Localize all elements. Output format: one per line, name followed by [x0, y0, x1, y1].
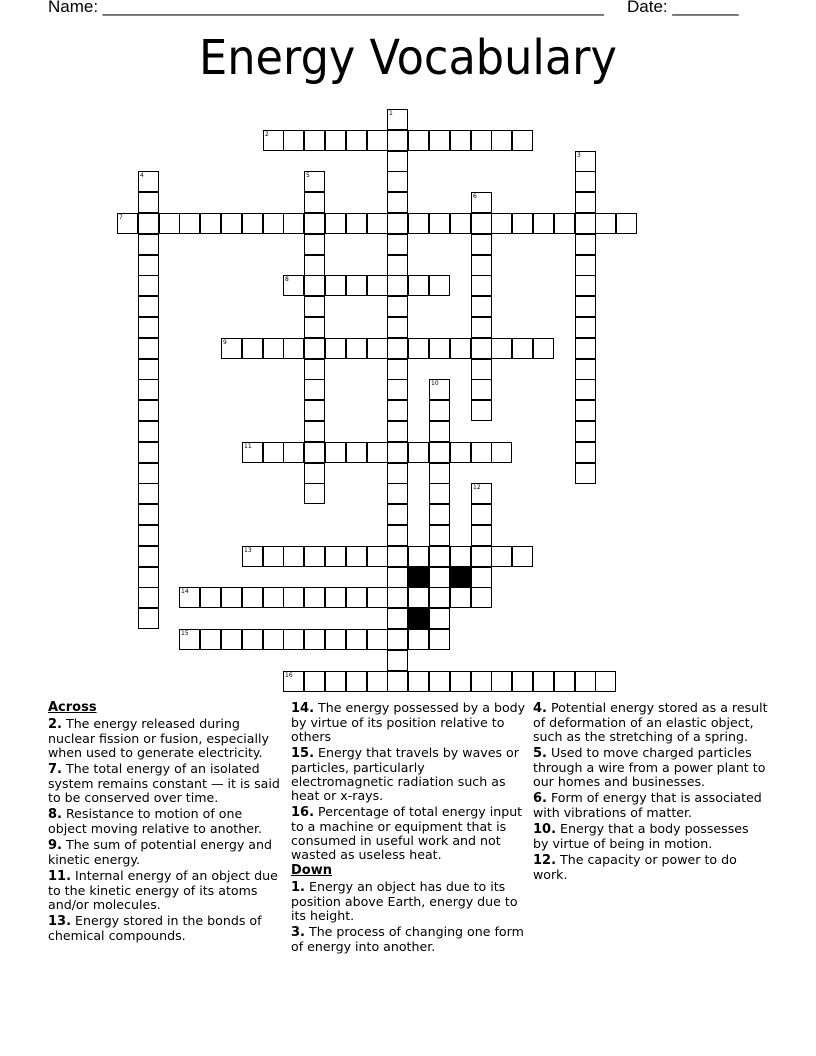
cell-number: 11 [244, 443, 252, 450]
grid-cell[interactable] [304, 275, 325, 296]
grid-cell[interactable] [575, 442, 596, 463]
grid-cell[interactable] [429, 379, 450, 400]
grid-cell[interactable] [242, 546, 263, 567]
grid-cell[interactable] [221, 338, 242, 359]
grid-cell[interactable] [346, 338, 367, 359]
grid-cell[interactable] [387, 525, 408, 546]
cell-number: 5 [306, 172, 310, 179]
grid-cell[interactable] [325, 629, 346, 650]
grid-cell[interactable] [138, 317, 159, 338]
grid-cell[interactable] [387, 171, 408, 192]
grid-cell[interactable] [595, 671, 616, 692]
grid-cell[interactable] [304, 587, 325, 608]
grid-cell[interactable] [138, 546, 159, 567]
grid-cell[interactable] [263, 546, 284, 567]
grid-cell[interactable] [138, 463, 159, 484]
grid-cell[interactable] [471, 296, 492, 317]
grid-cell[interactable] [304, 546, 325, 567]
grid-cell[interactable] [575, 400, 596, 421]
cell-number: 9 [223, 339, 227, 346]
grid-cell[interactable] [429, 546, 450, 567]
grid-cell[interactable] [491, 130, 512, 151]
clue-text: Form of energy that is associated with vibrations of matter. [533, 790, 762, 820]
grid-cell[interactable] [283, 338, 304, 359]
grid-cell[interactable] [471, 317, 492, 338]
clue-text: Energy that travels by waves or particles, particularly electromagnetic radiation such as heat or x-rays. [291, 745, 519, 803]
clue-number: 8. [48, 807, 62, 822]
grid-cell[interactable] [471, 671, 492, 692]
grid-cell[interactable] [304, 255, 325, 276]
grid-cell[interactable] [138, 171, 159, 192]
grid-cell[interactable] [263, 442, 284, 463]
grid-cell[interactable] [387, 234, 408, 255]
grid-cell[interactable] [304, 442, 325, 463]
grid-cell[interactable] [138, 483, 159, 504]
grid-cell[interactable] [138, 359, 159, 380]
grid-cell[interactable] [283, 546, 304, 567]
blocked-cell [450, 567, 471, 588]
clue-number: 14. [291, 701, 315, 716]
clue-text: Energy stored in the bonds of chemical compounds. [48, 913, 262, 943]
grid-cell[interactable] [408, 442, 429, 463]
grid-cell[interactable] [221, 629, 242, 650]
grid-cell[interactable] [387, 338, 408, 359]
grid-cell[interactable] [512, 338, 533, 359]
grid-cell[interactable] [367, 546, 388, 567]
clue-across-11 [48, 869, 283, 912]
grid-cell[interactable] [575, 671, 596, 692]
grid-cell[interactable] [367, 275, 388, 296]
clue-across-2 [48, 717, 283, 760]
clue-text: The total energy of an isolated system remains constant — it is said to be conserved over time. [48, 761, 280, 805]
grid-cell[interactable] [471, 359, 492, 380]
grid-cell[interactable] [263, 130, 284, 151]
grid-cell[interactable] [138, 213, 159, 234]
grid-cell[interactable] [304, 421, 325, 442]
grid-cell[interactable] [200, 629, 221, 650]
grid-cell[interactable] [575, 192, 596, 213]
cell-number: 8 [285, 276, 289, 283]
grid-cell[interactable] [138, 567, 159, 588]
grid-cell[interactable] [450, 213, 471, 234]
grid-cell[interactable] [471, 525, 492, 546]
grid-cell[interactable] [242, 213, 263, 234]
grid-cell[interactable] [387, 463, 408, 484]
grid-cell[interactable] [387, 650, 408, 671]
grid-cell[interactable] [325, 213, 346, 234]
grid-cell[interactable] [616, 213, 637, 234]
grid-cell[interactable] [304, 483, 325, 504]
cell-number: 16 [285, 672, 293, 679]
grid-cell[interactable] [408, 338, 429, 359]
grid-cell[interactable] [117, 213, 138, 234]
grid-cell[interactable] [491, 671, 512, 692]
grid-cell[interactable] [325, 546, 346, 567]
clue-down-3 [291, 925, 526, 954]
clue-text: The process of changing one form of energy into another. [291, 924, 524, 954]
grid-cell[interactable] [429, 463, 450, 484]
clue-number: 12. [533, 853, 557, 868]
grid-cell[interactable] [367, 213, 388, 234]
grid-cell[interactable] [387, 317, 408, 338]
grid-cell[interactable] [221, 213, 242, 234]
grid-cell[interactable] [138, 379, 159, 400]
grid-cell[interactable] [408, 587, 429, 608]
grid-cell[interactable] [491, 338, 512, 359]
grid-cell[interactable] [138, 296, 159, 317]
grid-cell[interactable] [138, 275, 159, 296]
grid-cell[interactable] [138, 400, 159, 421]
grid-cell[interactable] [429, 608, 450, 629]
clue-text: The capacity or power to do work. [533, 852, 737, 882]
grid-cell[interactable] [554, 671, 575, 692]
grid-cell[interactable] [429, 442, 450, 463]
grid-cell[interactable] [346, 130, 367, 151]
grid-cell[interactable] [408, 671, 429, 692]
grid-cell[interactable] [367, 130, 388, 151]
grid-cell[interactable] [575, 296, 596, 317]
grid-cell[interactable] [283, 671, 304, 692]
grid-cell[interactable] [138, 255, 159, 276]
clue-across-15 [291, 746, 526, 803]
clue-across-9 [48, 838, 283, 867]
grid-cell[interactable] [304, 463, 325, 484]
grid-cell[interactable] [346, 213, 367, 234]
page-title: Energy Vocabulary [199, 30, 617, 86]
grid-cell[interactable] [138, 338, 159, 359]
grid-cell[interactable] [325, 130, 346, 151]
grid-cell[interactable] [138, 608, 159, 629]
grid-cell[interactable] [304, 171, 325, 192]
clue-number: 4. [533, 701, 547, 716]
grid-cell[interactable] [408, 213, 429, 234]
grid-cell[interactable] [512, 671, 533, 692]
grid-cell[interactable] [450, 546, 471, 567]
grid-cell[interactable] [304, 130, 325, 151]
grid-cell[interactable] [325, 442, 346, 463]
grid-cell[interactable] [429, 421, 450, 442]
grid-cell[interactable] [283, 587, 304, 608]
grid-cell[interactable] [429, 567, 450, 588]
grid-cell[interactable] [471, 213, 492, 234]
grid-cell[interactable] [408, 275, 429, 296]
grid-cell[interactable] [429, 629, 450, 650]
grid-cell[interactable] [221, 587, 242, 608]
grid-cell[interactable] [242, 629, 263, 650]
grid-cell[interactable] [575, 317, 596, 338]
clues-column-3 [533, 701, 768, 884]
grid-cell[interactable] [429, 275, 450, 296]
cell-number: 4 [140, 172, 144, 179]
grid-cell[interactable] [575, 275, 596, 296]
grid-cell[interactable] [429, 483, 450, 504]
grid-cell[interactable] [450, 671, 471, 692]
grid-cell[interactable] [325, 338, 346, 359]
grid-cell[interactable] [429, 504, 450, 525]
grid-cell[interactable] [512, 546, 533, 567]
clue-across-14 [291, 701, 526, 744]
grid-cell[interactable] [429, 525, 450, 546]
grid-cell[interactable] [450, 338, 471, 359]
down-heading: Down [291, 863, 332, 878]
grid-cell[interactable] [387, 296, 408, 317]
grid-cell[interactable] [387, 151, 408, 172]
grid-cell[interactable] [138, 525, 159, 546]
clues-column-2 [291, 701, 526, 956]
clue-text: The energy possessed by a body by virtue of its position relative to others [291, 700, 526, 744]
grid-cell[interactable] [387, 546, 408, 567]
grid-cell[interactable] [346, 671, 367, 692]
grid-cell[interactable] [138, 442, 159, 463]
clue-text: Energy an object has due to its position above Earth, energy due to its height. [291, 879, 518, 923]
clue-number: 2. [48, 717, 62, 732]
grid-cell[interactable] [179, 587, 200, 608]
grid-cell[interactable] [138, 421, 159, 442]
grid-cell[interactable] [200, 213, 221, 234]
grid-cell[interactable] [575, 359, 596, 380]
grid-cell[interactable] [367, 629, 388, 650]
grid-cell[interactable] [283, 213, 304, 234]
grid-cell[interactable] [138, 192, 159, 213]
grid-cell[interactable] [387, 504, 408, 525]
clue-across-16 [291, 805, 526, 862]
grid-cell[interactable] [304, 379, 325, 400]
grid-cell[interactable] [575, 255, 596, 276]
grid-cell[interactable] [138, 587, 159, 608]
clue-number: 3. [291, 925, 305, 940]
across-heading: Across [48, 700, 97, 715]
cell-number: 3 [577, 152, 581, 159]
grid-cell[interactable] [575, 171, 596, 192]
grid-cell[interactable] [387, 130, 408, 151]
clue-number: 13. [48, 914, 72, 929]
grid-cell[interactable] [325, 275, 346, 296]
grid-cell[interactable] [471, 275, 492, 296]
grid-cell[interactable] [263, 629, 284, 650]
grid-cell[interactable] [283, 130, 304, 151]
grid-cell[interactable] [179, 213, 200, 234]
grid-cell[interactable] [242, 338, 263, 359]
clue-text: Potential energy stored as a result of deformation of an elastic object, such as the stretching of a spring. [533, 700, 768, 744]
grid-cell[interactable] [450, 442, 471, 463]
clue-text: The energy released during nuclear fission or fusion, especially when used to generate electricity. [48, 716, 269, 760]
date-field: Date: _______ [627, 0, 739, 16]
grid-cell[interactable] [179, 629, 200, 650]
grid-cell[interactable] [242, 587, 263, 608]
clue-text: Energy that a body possesses by virtue of being in motion. [533, 821, 749, 851]
grid-cell[interactable] [471, 567, 492, 588]
grid-cell[interactable] [471, 504, 492, 525]
grid-cell[interactable] [512, 213, 533, 234]
grid-cell[interactable] [346, 587, 367, 608]
grid-cell[interactable] [325, 587, 346, 608]
grid-cell[interactable] [200, 587, 221, 608]
grid-cell[interactable] [471, 379, 492, 400]
grid-cell[interactable] [325, 671, 346, 692]
grid-cell[interactable] [159, 213, 180, 234]
grid-cell[interactable] [408, 546, 429, 567]
grid-cell[interactable] [429, 587, 450, 608]
grid-cell[interactable] [429, 338, 450, 359]
clue-across-7 [48, 762, 283, 805]
clue-across-13 [48, 914, 283, 943]
grid-cell[interactable] [387, 109, 408, 130]
grid-cell[interactable] [263, 213, 284, 234]
grid-cell[interactable] [387, 567, 408, 588]
grid-cell[interactable] [367, 442, 388, 463]
grid-cell[interactable] [471, 546, 492, 567]
grid-cell[interactable] [304, 400, 325, 421]
grid-cell[interactable] [346, 442, 367, 463]
grid-cell[interactable] [304, 629, 325, 650]
clues-column-1 [48, 701, 283, 945]
grid-cell[interactable] [575, 338, 596, 359]
grid-cell[interactable] [554, 213, 575, 234]
clue-number: 1. [291, 880, 305, 895]
grid-cell[interactable] [283, 629, 304, 650]
grid-cell[interactable] [387, 213, 408, 234]
clue-number: 15. [291, 746, 315, 761]
grid-cell[interactable] [512, 130, 533, 151]
clue-down-1 [291, 880, 526, 923]
grid-cell[interactable] [575, 213, 596, 234]
grid-cell[interactable] [387, 483, 408, 504]
grid-cell[interactable] [138, 234, 159, 255]
grid-cell[interactable] [367, 587, 388, 608]
grid-cell[interactable] [304, 192, 325, 213]
grid-cell[interactable] [533, 338, 554, 359]
grid-cell[interactable] [304, 317, 325, 338]
clue-number: 11. [48, 869, 72, 884]
grid-cell[interactable] [387, 400, 408, 421]
grid-cell[interactable] [304, 359, 325, 380]
grid-cell[interactable] [387, 442, 408, 463]
grid-cell[interactable] [471, 192, 492, 213]
cell-number: 13 [244, 547, 252, 554]
grid-cell[interactable] [575, 421, 596, 442]
grid-cell[interactable] [450, 130, 471, 151]
grid-cell[interactable] [367, 338, 388, 359]
grid-cell[interactable] [491, 546, 512, 567]
grid-cell[interactable] [304, 338, 325, 359]
grid-cell[interactable] [575, 379, 596, 400]
grid-cell[interactable] [471, 234, 492, 255]
clue-text: The sum of potential energy and kinetic energy. [48, 837, 272, 867]
grid-cell[interactable] [387, 671, 408, 692]
grid-cell[interactable] [471, 483, 492, 504]
grid-cell[interactable] [367, 671, 388, 692]
cell-number: 15 [181, 630, 189, 637]
clue-down-4 [533, 701, 768, 744]
clue-number: 9. [48, 838, 62, 853]
grid-cell[interactable] [491, 213, 512, 234]
grid-cell[interactable] [408, 629, 429, 650]
grid-cell[interactable] [471, 400, 492, 421]
grid-cell[interactable] [429, 213, 450, 234]
grid-cell[interactable] [387, 379, 408, 400]
grid-cell[interactable] [429, 400, 450, 421]
grid-cell[interactable] [346, 546, 367, 567]
clue-number: 6. [533, 791, 547, 806]
clue-number: 16. [291, 805, 315, 820]
clue-across-8 [48, 807, 283, 836]
clue-number: 10. [533, 822, 557, 837]
grid-cell[interactable] [387, 275, 408, 296]
grid-cell[interactable] [408, 130, 429, 151]
grid-cell[interactable] [387, 192, 408, 213]
grid-cell[interactable] [575, 234, 596, 255]
grid-cell[interactable] [491, 442, 512, 463]
clue-text: Resistance to motion of one object moving relative to another. [48, 806, 262, 836]
grid-cell[interactable] [242, 442, 263, 463]
clue-down-6 [533, 791, 768, 820]
grid-cell[interactable] [429, 671, 450, 692]
clue-down-5 [533, 746, 768, 789]
grid-cell[interactable] [429, 130, 450, 151]
grid-cell[interactable] [263, 587, 284, 608]
cell-number: 14 [181, 588, 189, 595]
blocked-cell [408, 608, 429, 629]
grid-cell[interactable] [346, 275, 367, 296]
grid-cell[interactable] [304, 213, 325, 234]
grid-cell[interactable] [575, 463, 596, 484]
grid-cell[interactable] [471, 587, 492, 608]
clue-number: 5. [533, 746, 547, 761]
clue-down-12 [533, 853, 768, 882]
grid-cell[interactable] [387, 255, 408, 276]
grid-cell[interactable] [533, 213, 554, 234]
grid-cell[interactable] [471, 442, 492, 463]
name-field: Name: _____________________________________________________ [48, 0, 604, 16]
grid-cell[interactable] [471, 255, 492, 276]
grid-cell[interactable] [471, 338, 492, 359]
grid-cell[interactable] [387, 608, 408, 629]
grid-cell[interactable] [533, 671, 554, 692]
grid-cell[interactable] [450, 587, 471, 608]
grid-cell[interactable] [387, 629, 408, 650]
cell-number: 6 [473, 193, 477, 200]
grid-cell[interactable] [575, 151, 596, 172]
blocked-cell [408, 567, 429, 588]
cell-number: 1 [389, 110, 393, 117]
cell-number: 12 [473, 484, 481, 491]
grid-cell[interactable] [387, 587, 408, 608]
grid-cell[interactable] [595, 213, 616, 234]
clue-text: Used to move charged particles through a wire from a power plant to our homes and businesses. [533, 745, 766, 789]
grid-cell[interactable] [283, 442, 304, 463]
grid-cell[interactable] [304, 671, 325, 692]
grid-cell[interactable] [304, 234, 325, 255]
grid-cell[interactable] [304, 296, 325, 317]
clue-text: Internal energy of an object due to the kinetic energy of its atoms and/or molecules. [48, 868, 278, 912]
cell-number: 2 [265, 131, 269, 138]
grid-cell[interactable] [471, 130, 492, 151]
grid-cell[interactable] [346, 629, 367, 650]
cell-number: 10 [431, 380, 439, 387]
grid-cell[interactable] [387, 421, 408, 442]
grid-cell[interactable] [138, 504, 159, 525]
clue-text: Percentage of total energy input to a machine or equipment that is consumed in useful work and not wasted as useless heat. [291, 804, 523, 862]
grid-cell[interactable] [387, 359, 408, 380]
grid-cell[interactable] [283, 275, 304, 296]
cell-number: 7 [119, 214, 123, 221]
grid-cell[interactable] [263, 338, 284, 359]
clue-number: 7. [48, 762, 62, 777]
clue-down-10 [533, 822, 768, 851]
